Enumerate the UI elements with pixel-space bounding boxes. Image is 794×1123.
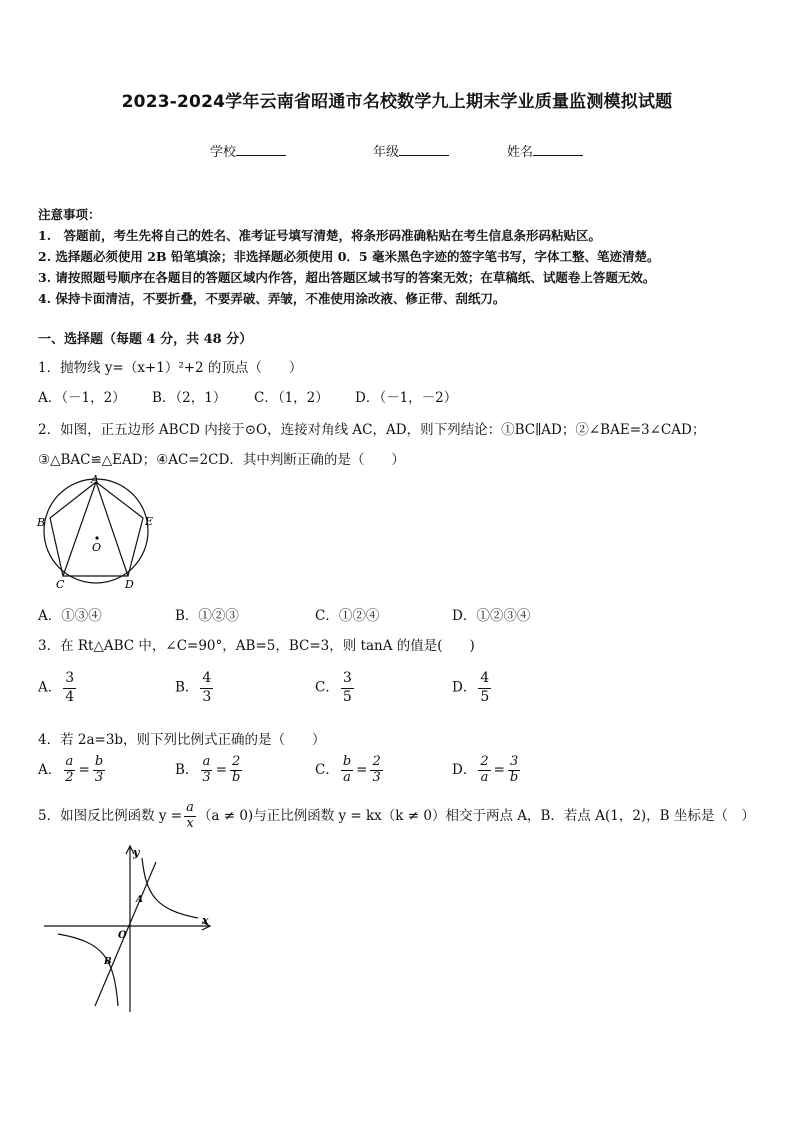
q3-option-b-label: B． [175,679,199,696]
q3-option-b [175,670,215,706]
q4-option-c-label: C． [315,761,339,778]
q1-option-d: D．（－1，－2） [355,390,458,406]
q5-stem [38,801,755,832]
q4-option-c [315,755,385,786]
denominator: b [509,769,519,785]
equals-sign: = [356,761,368,778]
denominator: 3 [202,688,212,705]
diagonal-ac [63,482,96,576]
section-heading: 一、选择题（每题 4 分，共 48 分） [38,332,253,347]
origin-label: O [118,930,127,941]
numerator: b [342,754,352,769]
note-item-2: 2. 选择题必须使用 2B 铅笔填涂；非选择题必须使用 0．5 毫米黑色字迹的签字笔书写，字体工整、笔迹清楚。 [38,249,660,264]
hyperbola-branch-1 [142,858,198,918]
denominator: 2 [65,769,74,785]
y-axis-label: y [133,846,140,859]
q4-c-right-fraction [370,755,382,786]
q4-option-a [38,755,107,786]
numerator: 3 [63,670,76,689]
q1-stem: 1．抛物线 y=（x+1）²+2 的顶点（ ） [38,360,303,376]
diagonal-ad [96,482,128,576]
label-o: O [92,541,102,554]
numerator: b [94,754,104,769]
grade-field [373,141,449,160]
q3-option-d-fraction [478,670,491,706]
q4-d-right-fraction [508,755,520,786]
grade-blank [399,143,449,156]
q4-option-d [452,755,522,786]
school-label: 学校 [210,145,237,160]
q4-option-d-label: D． [452,761,477,778]
equals-sign: = [493,761,505,778]
q1-option-a: A．（－1，2） [38,390,126,406]
q4-a-left-fraction [63,755,75,786]
q4-stem: 4．若 2a=3b，则下列比例式正确的是（ ） [38,732,326,748]
q4-option-b-label: B． [175,761,199,778]
q4-b-left-fraction [200,755,212,786]
q5-stem-start: 5．如图反比例函数 y = [38,807,183,824]
label-e: E [145,515,154,528]
q2-stem-line2: ③△BAC≌△EAD；④AC=2CD．其中判断正确的是（ ） [38,452,405,468]
notes-heading: 注意事项： [38,207,101,222]
numerator: a [65,754,74,769]
denominator: 3 [372,769,381,785]
q2-option-c: C．①②④ [315,608,380,624]
note-item-3: 3. 请按照题号顺序在各题目的答题区域内作答，超出答题区域书写的答案无效；在草稿纸、试题卷上答题无效。 [38,270,656,285]
q3-option-a-fraction [63,670,76,706]
label-b: B [37,516,46,529]
q3-option-d [452,670,493,706]
denominator: a [480,769,489,785]
q4-option-a-label: A． [38,761,62,778]
note-item-4: 4. 保持卡面清洁，不要折叠，不要弄破、弄皱，不准使用涂改液、修正带、刮纸刀。 [38,291,506,306]
circle-o [44,479,148,583]
q3-option-a [38,670,78,706]
school-field [210,141,286,160]
denominator: 3 [94,769,104,785]
denominator: 5 [480,688,490,705]
denominator: 4 [65,688,75,705]
label-c: C [56,578,65,591]
numerator: a [186,800,194,815]
numerator: 2 [232,754,241,769]
numerator: a [202,754,211,769]
numerator: 2 [372,754,381,769]
q4-d-left-fraction [478,755,490,786]
denominator: b [232,769,241,785]
note-item-1: 1. 答题前，考生先将自己的姓名、准考证号填写清楚，将条形码准确粘贴在考生信息条形码粘贴区。 [38,228,602,243]
numerator: 3 [509,754,519,769]
q2-option-d: D．①②③④ [452,608,531,624]
q1-option-b: B．（2，1） [152,390,227,406]
numerator: 2 [480,754,489,769]
pentagon-abcde [50,482,143,576]
q3-option-a-label: A． [38,679,62,696]
x-axis-label: x [202,914,209,927]
point-b-label: B [104,957,112,967]
q4-b-right-fraction [230,755,242,786]
q1-option-c: C．（1，2） [254,390,329,406]
q3-stem: 3．在 Rt△ABC 中，∠C=90°，AB=5，BC=3，则 tanA 的值是( ) [38,638,475,654]
q2-stem-line1: 2．如图，正五边形 ABCD 内接于⊙O，连接对角线 AC，AD，则下列结论：①BC∥AD；②∠BAE=3∠CAD； [38,422,706,438]
equals-sign: = [215,761,228,778]
label-a: A [91,473,99,486]
q3-option-d-label: D． [452,679,477,696]
point-a-label: A [136,895,143,905]
q5-function-fraction [184,801,196,832]
center-point [95,536,98,539]
q4-a-right-fraction [93,755,105,786]
school-blank [236,143,286,156]
exam-title: 2023-2024学年云南省昭通市名校数学九上期末学业质量监测模拟试题 [121,92,673,112]
pentagon-circle-figure [30,472,160,594]
q5-stem-end: （a ≠ 0)与正比例函数 y = kx（k ≠ 0）相交于两点 A，B．若点 A(1，2)，B 坐标是（ ） [197,807,755,824]
numerator: 4 [478,670,491,689]
name-blank [533,143,583,156]
denominator: 3 [202,769,211,785]
denominator: x [186,815,194,831]
denominator: 5 [342,688,352,705]
hyperbola-branch-2 [58,934,118,1006]
equals-sign: = [78,761,90,778]
q3-option-c [315,670,356,706]
q3-option-c-fraction [341,670,354,706]
numerator: 4 [200,670,213,689]
q2-option-b: B．①②③ [175,608,239,624]
function-graph-figure [38,840,228,1020]
q2-option-a: A．①③④ [38,608,102,624]
q4-c-left-fraction [341,755,353,786]
denominator: a [343,769,351,785]
name-label: 姓名 [507,145,534,160]
label-d: D [125,578,134,591]
q3-option-c-label: C． [315,679,339,696]
q4-option-b [175,755,244,786]
name-field [507,141,583,160]
q3-option-b-fraction [200,670,213,706]
grade-label: 年级 [373,145,400,160]
numerator: 3 [341,670,354,689]
